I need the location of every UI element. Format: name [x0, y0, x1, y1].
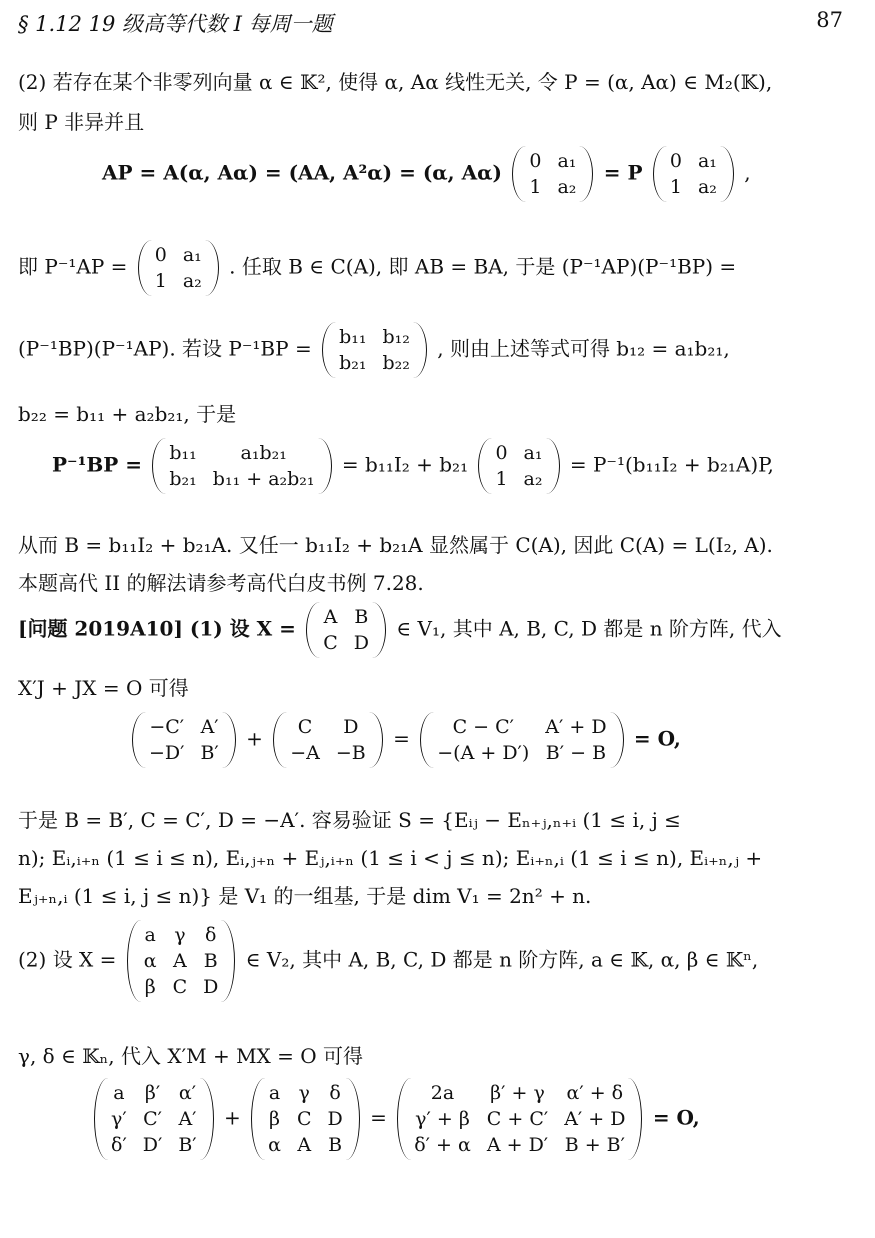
- matrix-cell: a₁: [182, 244, 202, 266]
- matrix-cell: D: [353, 632, 370, 654]
- matrix-cell: a₁b₂₁: [240, 442, 287, 464]
- matrix-cell: −(A + D′): [437, 742, 530, 764]
- matrix-cell: D′: [142, 1134, 163, 1156]
- matrix-cell: δ: [205, 924, 217, 946]
- matrix-cell: D: [327, 1108, 343, 1130]
- matrix-cell: b₁₁ + a₂b₂₁: [212, 468, 315, 490]
- matrix-cell: D: [203, 976, 219, 998]
- paragraph: 则 P 非异并且: [18, 110, 145, 134]
- matrix-cell: δ′ + α: [414, 1134, 471, 1156]
- matrix-cell: C: [297, 716, 313, 738]
- matrix-cell: D: [343, 716, 359, 738]
- paragraph: X′J + JX = O 可得: [18, 676, 189, 700]
- matrix-cell: B′: [178, 1134, 197, 1156]
- matrix: [322, 322, 427, 378]
- matrix-cell: a: [113, 1082, 125, 1104]
- paragraph: Eⱼ₊ₙ,ᵢ (1 ≤ i, j ≤ n)} 是 V₁ 的一组基, 于是 dim V₁ = 2n² + n.: [18, 884, 592, 908]
- matrix-cell: 0: [669, 150, 682, 172]
- matrix-cell: B: [354, 606, 369, 628]
- matrix-cell: 1: [495, 468, 508, 490]
- matrix-cell: γ′: [111, 1108, 127, 1130]
- matrix-cell: γ: [298, 1082, 310, 1104]
- equation-pbp: P⁻¹BP = b₁₁ a₁b₂₁ b₂₁ b₁₁ + a₂b₂₁ = b₁₁I₂ + b₂₁ 0 a₁ 1 a₂ = P⁻¹(b₁₁I₂ + b₂₁A)P,: [52, 438, 774, 494]
- matrix-cell: A: [297, 1134, 312, 1156]
- matrix-cell: −A: [290, 742, 320, 764]
- matrix: [138, 240, 219, 296]
- matrix-cell: A: [173, 950, 187, 972]
- matrix-cell: δ′: [111, 1134, 127, 1156]
- matrix: [152, 438, 331, 494]
- matrix-cell: δ: [329, 1082, 341, 1104]
- matrix-cell: C + C′: [486, 1108, 549, 1130]
- matrix: [420, 712, 623, 768]
- matrix-cell: γ′ + β: [415, 1108, 470, 1130]
- matrix-cell: γ: [174, 924, 186, 946]
- matrix-cell: −B: [335, 742, 366, 764]
- matrix-cell: a₁: [557, 150, 577, 172]
- matrix-cell: b₁₁: [339, 326, 367, 348]
- matrix-cell: α: [268, 1134, 281, 1156]
- matrix-cell: B′ − B: [545, 742, 607, 764]
- paragraph: (2) 若存在某个非零列向量 α ∈ 𝕂², 使得 α, Aα 线性无关, 令 P = (α, Aα) ∈ M₂(𝕂),: [18, 70, 773, 94]
- matrix-cell: b₁₂: [382, 326, 410, 348]
- matrix-cell: β′ + γ: [490, 1082, 545, 1104]
- matrix: [94, 1078, 214, 1160]
- matrix-cell: 1: [529, 176, 542, 198]
- matrix: [251, 1078, 360, 1160]
- matrix: [397, 1078, 642, 1160]
- matrix-cell: a: [268, 1082, 281, 1104]
- matrix-cell: 1: [669, 176, 682, 198]
- matrix-cell: b₂₁: [169, 468, 197, 490]
- matrix: [306, 602, 386, 658]
- matrix: [127, 920, 236, 1002]
- matrix-cell: a₂: [182, 270, 202, 292]
- matrix-cell: C: [172, 976, 188, 998]
- equation-x-m: a β′ α′ γ′ C′ A′ δ′ D′ B′ + a γ δ β C D α A B = 2a β′ + γ α′ + δ γ′ + β C + C′ A′ + D δ′ + α A + D′ B + B′ = O,: [90, 1078, 700, 1160]
- matrix-cell: β: [144, 976, 156, 998]
- matrix-cell: C′: [143, 1108, 162, 1130]
- paragraph: 本题高代 II 的解法请参考高代白皮书例 7.28.: [18, 571, 424, 595]
- matrix-cell: A′ + D: [564, 1108, 626, 1130]
- matrix-cell: β: [269, 1108, 280, 1130]
- matrix: [273, 712, 383, 768]
- matrix-cell: 0: [495, 442, 508, 464]
- matrix-cell: a: [144, 924, 156, 946]
- matrix-cell: A′: [200, 716, 219, 738]
- matrix-cell: 0: [154, 244, 167, 266]
- paragraph: γ, δ ∈ 𝕂ₙ, 代入 X′M + MX = O 可得: [18, 1044, 364, 1068]
- matrix-cell: B: [203, 950, 218, 972]
- matrix-cell: B + B′: [564, 1134, 625, 1156]
- matrix-cell: a₂: [557, 176, 577, 198]
- page-number: 87: [816, 8, 843, 32]
- section-header: § 1.12 19 级高等代数 I 每周一题: [18, 12, 333, 36]
- matrix-cell: a₁: [697, 150, 717, 172]
- paragraph-line: 即 P⁻¹AP = 0 a₁ 1 a₂ . 任取 B ∈ C(A), 即 AB = BA, 于是 (P⁻¹AP)(P⁻¹BP) =: [18, 240, 736, 296]
- matrix-cell: B: [328, 1134, 343, 1156]
- matrix-cell: a₂: [697, 176, 717, 198]
- matrix-cell: b₂₁: [339, 352, 367, 374]
- matrix-cell: α′: [178, 1082, 197, 1104]
- paragraph: 于是 B = B′, C = C′, D = −A′. 容易验证 S = {Eᵢⱼ − Eₙ₊ⱼ,ₙ₊ᵢ (1 ≤ i, j ≤: [18, 808, 681, 832]
- matrix-cell: C: [296, 1108, 312, 1130]
- matrix-cell: 0: [529, 150, 542, 172]
- matrix-cell: 2a: [430, 1082, 455, 1104]
- matrix-cell: −C′: [149, 716, 185, 738]
- matrix-cell: b₂₂: [382, 352, 410, 374]
- problem-heading-line: [问题 2019A10] (1) 设 X = A B C D ∈ V₁, 其中 A, B, C, D 都是 n 阶方阵, 代入: [18, 602, 782, 658]
- paragraph-line: (2) 设 X = a γ δ α A B β C D ∈ V₂, 其中 A, B, C, D 都是 n 阶方阵, a ∈ 𝕂, α, β ∈ 𝕂ⁿ,: [18, 920, 758, 1002]
- matrix-cell: α′ + δ: [566, 1082, 624, 1104]
- matrix-cell: 1: [154, 270, 167, 292]
- matrix-cell: a₁: [523, 442, 543, 464]
- matrix-cell: b₁₁: [169, 442, 197, 464]
- matrix-cell: α: [143, 950, 157, 972]
- matrix: [512, 146, 593, 202]
- matrix-cell: C − C′: [452, 716, 514, 738]
- paragraph: b₂₂ = b₁₁ + a₂b₂₁, 于是: [18, 402, 237, 426]
- matrix-cell: A + D′: [486, 1134, 549, 1156]
- matrix-cell: β′: [144, 1082, 161, 1104]
- matrix-cell: B′: [200, 742, 219, 764]
- matrix-cell: A′: [178, 1108, 197, 1130]
- matrix-cell: A′ + D: [545, 716, 607, 738]
- matrix: [478, 438, 559, 494]
- paragraph: n); Eᵢ,ᵢ₊ₙ (1 ≤ i ≤ n), Eᵢ,ⱼ₊ₙ + Eⱼ,ᵢ₊ₙ (1 ≤ i < j ≤ n); Eᵢ₊ₙ,ᵢ (1 ≤ i ≤ n), Eᵢ₊ₙ,ⱼ +: [18, 846, 763, 870]
- matrix-cell: C: [323, 632, 338, 654]
- matrix: [653, 146, 734, 202]
- matrix-cell: a₂: [523, 468, 543, 490]
- matrix-cell: −D′: [149, 742, 185, 764]
- equation-x-j: −C′ A′ −D′ B′ + C D −A −B = C − C′ A′ + D −(A + D′) B′ − B = O,: [128, 712, 681, 768]
- equation-ap: AP = A(α, Aα) = (AA, A²α) = (α, Aα) 0 a₁ 1 a₂ = P 0 a₁ 1 a₂ ,: [102, 146, 751, 202]
- paragraph-line: (P⁻¹BP)(P⁻¹AP). 若设 P⁻¹BP = b₁₁ b₁₂ b₂₁ b₂₂ , 则由上述等式可得 b₁₂ = a₁b₂₁,: [18, 322, 730, 378]
- matrix: [132, 712, 236, 768]
- matrix-cell: A: [323, 606, 338, 628]
- paragraph: 从而 B = b₁₁I₂ + b₂₁A. 又任一 b₁₁I₂ + b₂₁A 显然属于 C(A), 因此 C(A) = L(I₂, A).: [18, 533, 773, 557]
